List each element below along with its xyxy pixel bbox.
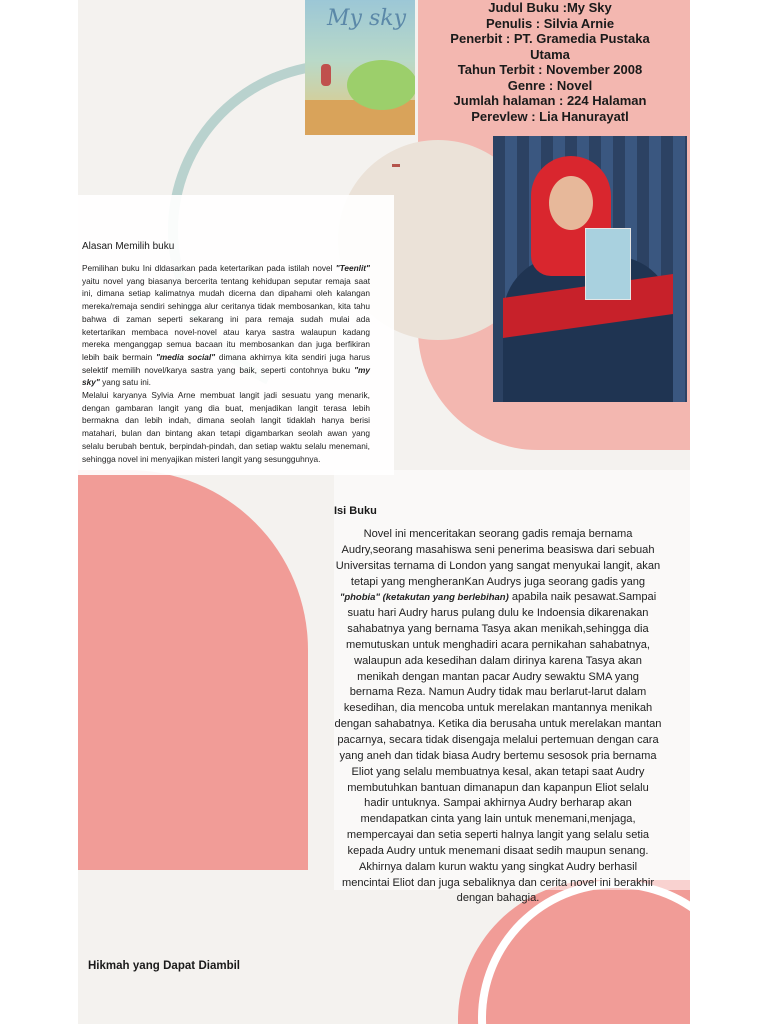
reason-text-part: yaitu novel yang biasanya bercerita tentang kehidupan seputar remaja saat ini, dimana setiap kalimatnya mudah dicerna dan dipahami oleh kalangan mereka/remaja sendiri sehingga alur ceritanya tidak membosankan, kita tahu bahwa di zaman seperti sekarang ini para remaja sudah mulai ada ketertarikan membaca novel-novel atau karya sastra walaupun kadang mereka menganggap semua bacaan itu membosankan dan juga berfikiran lebih baik bermain: [82, 275, 370, 362]
reason-text-part: Pemilihan buku Ini dldasarkan pada ketertarikan pada istilah novel: [82, 263, 336, 273]
reason-text: [82, 262, 370, 465]
reason-text-part: dimana akhirnya kita sendiri juga harus selektif memilih novel/karya sastra yang baik, seperti contohnya buku: [82, 351, 370, 375]
reviewer-photo: [493, 136, 687, 402]
decorative-coral-shape: [78, 470, 308, 870]
photo-face: [549, 176, 593, 230]
publisher-line: Penerbit : PT. Gramedia Pustaka Utama: [450, 31, 650, 62]
book-info: [430, 0, 670, 124]
book-cover-image: [305, 0, 415, 135]
faded-background-text: [334, 480, 662, 504]
reason-paragraph-1: [82, 262, 370, 389]
page-count-line: Jumlah halaman : 224 Halaman: [453, 93, 647, 108]
reason-text-part: yang satu ini.: [99, 377, 151, 388]
book-title-line: Judul Buku :My Sky: [488, 0, 612, 15]
reason-emphasis: "my sky": [82, 364, 370, 388]
reviewer-line: Perevlew : Lia Hanurayatl: [471, 108, 629, 124]
cover-figure: [321, 64, 331, 86]
lesson-heading: Hikmah yang Dapat Diambil: [88, 960, 240, 972]
content-text: [334, 527, 662, 907]
reason-emphasis: "Teenlit": [335, 263, 370, 273]
author-line: Penulis : Silvia Arnie: [485, 15, 615, 31]
faded-background-text: [82, 200, 372, 240]
cover-tree: [347, 60, 415, 110]
reason-heading: Alasan Memilih buku: [82, 241, 175, 252]
cover-title: My sky: [327, 6, 406, 31]
content-text-part: Novel ini menceritakan seorang gadis remaja bernama Audry,seorang masahiswa seni penerima beasiswa dari sebuah Universitas ternama di London yang sangat menyukai langit, akan tetapi yang mengheranKan Audrys juga seorang gadis yang: [335, 528, 661, 588]
photo-book: [585, 228, 631, 300]
content-text-part: apabila naik pesawat.Sampai suatu hari Audry harus pulang dulu ke Indoensia dikarenakan sahabatnya yang bernama Tasya akan menikah,sehingga dia memutuskan untuk menghadiri acara pernikahan sahabatnya, walaupun ada kesedihan dalam dirinya karena Tasya akan menikah dengan mantan pacar Audry sewaktu SMA yang bernama Reza. Namun Audry tidak mau berlarut-larut dalam kesedihan, dia mencoba untuk merelakan mantannya menikah dengan sahabatnya. Ketika dia berusaha untuk merelakan mantan pacarnya, secara tidak disengaja melalui pertemuan dengan cara yang aneh dan tidak biasa Audry bertemu sesosok pria bernama Eliot yang selalu membuatnya kesal, akan tetapi saat Audry membutuhkan bantuan dimanapun dan kapanpun Eliot selalu hadir untuknya. Sampai akhirnya Audry berharap akan mendapatkan cinta yang lain untuk menemani,menjaga, mempercayai dan setia seperti halnya langit yang selalu setia kepada Audry untuk menemani disaat sedih maupun senang. Akhirnya dalam kurun waktu yang singkat Audry berhasil mencintai Eliot dan juga sebaliknya dan cerita novel ini berakhir dengan bahagia.: [334, 591, 662, 905]
reason-paragraph-2: Melalui karyanya Sylvia Arne membuat langit jadi sesuatu yang menarik, dengan gambaran langit yang dia buat, menjadikan langit terasa lebih bermakna dan lebih indah, dimana seolah langit tidaklah hanya berisi matahari, bulan dan bintang akan tetapi digambarkan seolah awan yang selalu berubah bentuk, berpindah-pindah, dan setiap waktu selalu menemani, sehingga novel ini menyajikan misteri langit yang sesungguhnya.: [82, 390, 370, 464]
divider-dash: [392, 164, 400, 167]
content-emphasis: "phobia" (ketakutan yang berlebihan): [339, 592, 509, 604]
content-heading: Isi Buku: [334, 505, 377, 517]
genre-line: Genre : Novel: [507, 77, 593, 93]
publish-year-line: Tahun Terbit : November 2008: [457, 62, 643, 77]
reason-emphasis: "media social": [155, 351, 216, 362]
